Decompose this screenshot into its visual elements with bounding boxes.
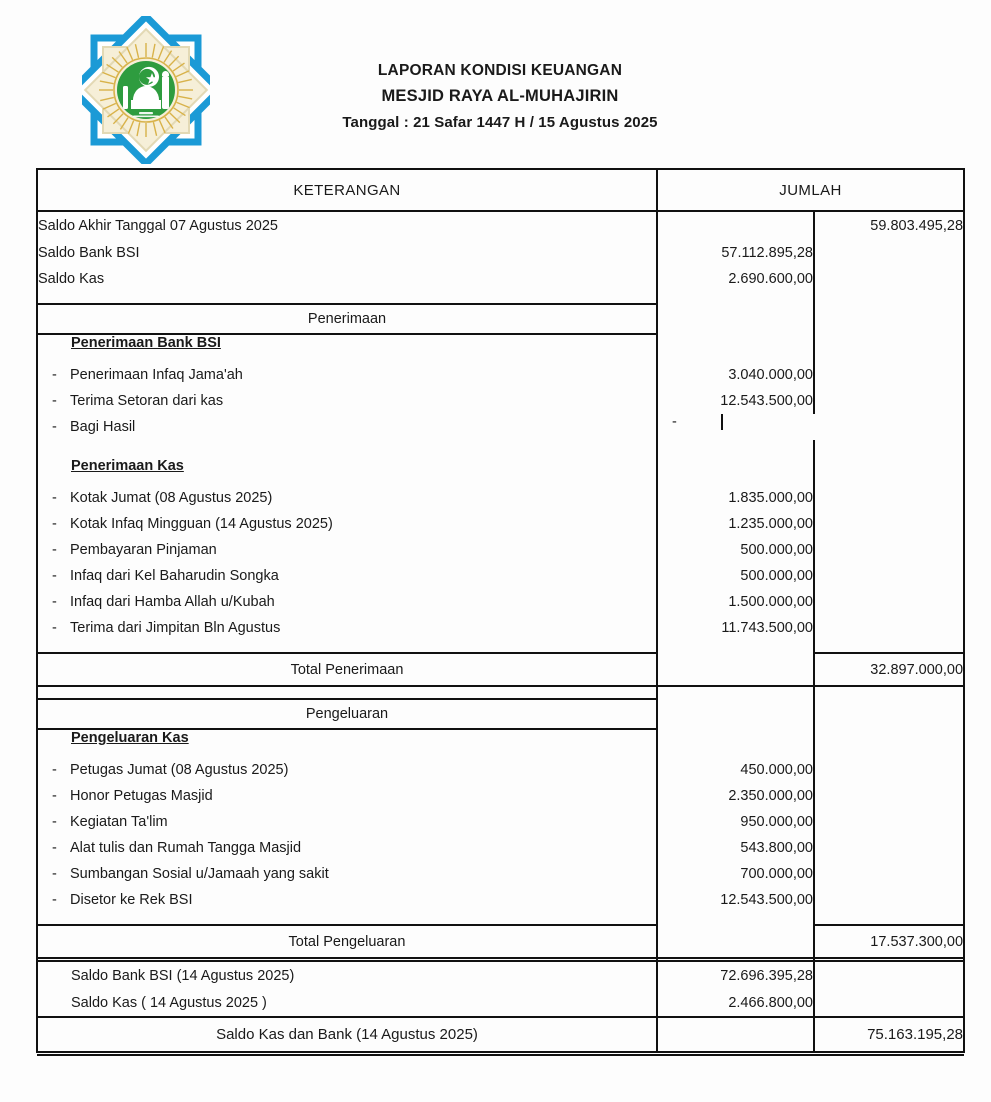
opening-bank-label: Saldo Bank BSI: [37, 240, 657, 266]
financial-report-table: [36, 168, 965, 1056]
total-pengeluaran-sub-blank: [657, 925, 814, 958]
penerimaan-kas-item-2-total-blank: [814, 537, 964, 563]
spacer-keterangan: [37, 292, 657, 304]
bullet-dash: -: [52, 367, 57, 383]
list-item: [37, 589, 964, 615]
pengeluaran-item-3-amount: 543.800,00: [657, 835, 814, 861]
pengeluaran-item-5-label: Disetor ke Rek BSI: [70, 892, 193, 908]
spacer2-keterangan: [37, 641, 657, 653]
spacer-total: [814, 292, 964, 304]
bottom-rule-keterangan: [37, 1052, 657, 1055]
penerimaan-bank-heading-sub-blank: [657, 334, 814, 362]
closing-bank-amount: 72.696.395,28: [657, 961, 814, 989]
pengeluaran-item-0-total-blank: [814, 757, 964, 783]
group-gap-sub: [657, 440, 814, 458]
pengeluaran-kas-heading-sub-blank: [657, 729, 814, 757]
penerimaan-kas-heading-total-blank: [814, 458, 964, 485]
grand-total-row: [37, 1017, 964, 1052]
pengeluaran-kas-heading-total-blank: [814, 729, 964, 757]
penerimaan-bank-item-0-total-blank: [814, 362, 964, 388]
bullet-dash: -: [52, 814, 57, 830]
group-gap-total: [814, 440, 964, 458]
spacer-sub: [657, 292, 814, 304]
grand-total-label: Saldo Kas dan Bank (14 Agustus 2025): [37, 1017, 657, 1052]
total-pengeluaran-amount: 17.537.300,00: [814, 925, 964, 958]
bottom-double-rule-row: [37, 1052, 964, 1055]
total-penerimaan-sub-blank: [657, 653, 814, 686]
pengeluaran-title-total-blank: [814, 699, 964, 729]
group-gap-keterangan: [37, 440, 657, 458]
penerimaan-title-total-blank: [814, 304, 964, 334]
penerimaan-bank-heading: Penerimaan Bank BSI: [71, 335, 221, 351]
group-gap-row: [37, 440, 964, 458]
penerimaan-kas-item-4-total-blank: [814, 589, 964, 615]
spacer4-total: [814, 913, 964, 925]
penerimaan-kas-heading-cell: [37, 458, 657, 485]
penerimaan-kas-item-1-label: Kotak Infaq Mingguan (14 Agustus 2025): [70, 516, 333, 532]
bullet-dash: -: [52, 419, 57, 435]
bullet-dash: -: [52, 788, 57, 804]
closing-bank-total-blank: [814, 961, 964, 989]
pengeluaran-item-2-cell: [37, 809, 657, 835]
list-item: [37, 861, 964, 887]
opening-bank-total-blank: [814, 240, 964, 266]
list-item: [37, 615, 964, 641]
bullet-dash: -: [52, 516, 57, 532]
total-pengeluaran-label: Total Pengeluaran: [37, 925, 657, 958]
spacer3-total: [814, 686, 964, 699]
total-penerimaan-row: [37, 653, 964, 686]
spacer-row: [37, 913, 964, 925]
pengeluaran-item-4-amount: 700.000,00: [657, 861, 814, 887]
opening-balance-row: [37, 211, 964, 240]
pengeluaran-item-2-amount: 950.000,00: [657, 809, 814, 835]
penerimaan-kas-item-2-cell: [37, 537, 657, 563]
pengeluaran-item-5-cell: [37, 887, 657, 913]
grand-total-amount: 75.163.195,28: [814, 1017, 964, 1052]
pengeluaran-item-3-cell: [37, 835, 657, 861]
pengeluaran-item-4-cell: [37, 861, 657, 887]
penerimaan-section-title-row: [37, 304, 964, 334]
penerimaan-bank-item-2-total-blank: [814, 414, 964, 440]
penerimaan-kas-item-4-amount: 1.500.000,00: [657, 589, 814, 615]
spacer-row: [37, 641, 964, 653]
penerimaan-bank-heading-total-blank: [814, 334, 964, 362]
report-header: [0, 0, 991, 168]
pengeluaran-kas-group-heading-row: [37, 729, 964, 757]
pengeluaran-section-title-row: [37, 699, 964, 729]
column-header-keterangan: KETERANGAN: [37, 169, 657, 211]
table-row: [37, 266, 964, 292]
table-row: [37, 240, 964, 266]
pengeluaran-item-0-label: Petugas Jumat (08 Agustus 2025): [70, 762, 289, 778]
column-header-jumlah: JUMLAH: [657, 169, 964, 211]
table-row: [37, 961, 964, 989]
penerimaan-kas-item-2-label: Pembayaran Pinjaman: [70, 542, 217, 558]
list-item: [37, 783, 964, 809]
penerimaan-kas-item-1-total-blank: [814, 511, 964, 537]
pengeluaran-item-4-total-blank: [814, 861, 964, 887]
spacer4-keterangan: [37, 913, 657, 925]
pengeluaran-section-title: Pengeluaran: [37, 699, 657, 729]
pengeluaran-item-2-label: Kegiatan Ta'lim: [70, 814, 168, 830]
spacer4-sub: [657, 913, 814, 925]
pengeluaran-item-1-cell: [37, 783, 657, 809]
report-title-block: [200, 58, 800, 136]
list-item: [37, 511, 964, 537]
list-item: [37, 757, 964, 783]
pengeluaran-kas-heading-cell: [37, 729, 657, 757]
spacer-row: [37, 292, 964, 304]
list-item: [37, 809, 964, 835]
penerimaan-kas-item-3-label: Infaq dari Kel Baharudin Songka: [70, 568, 279, 584]
penerimaan-kas-item-5-amount: 11.743.500,00: [657, 615, 814, 641]
penerimaan-bank-item-2-label: Bagi Hasil: [70, 419, 136, 435]
pengeluaran-item-1-label: Honor Petugas Masjid: [70, 788, 213, 804]
opening-cash-amount: 2.690.600,00: [657, 266, 814, 292]
penerimaan-kas-item-1-cell: [37, 511, 657, 537]
penerimaan-kas-heading: Penerimaan Kas: [71, 458, 184, 474]
bottom-rule-sub: [657, 1052, 814, 1055]
grand-total-sub-blank: [657, 1017, 814, 1052]
opening-cash-total-blank: [814, 266, 964, 292]
pengeluaran-item-2-total-blank: [814, 809, 964, 835]
list-item: [37, 388, 964, 414]
pengeluaran-item-1-total-blank: [814, 783, 964, 809]
penerimaan-kas-item-0-amount: 1.835.000,00: [657, 485, 814, 511]
penerimaan-bank-item-0-amount: 3.040.000,00: [657, 362, 814, 388]
bullet-dash: -: [52, 594, 57, 610]
report-title-primary: LAPORAN KONDISI KEUANGAN: [377, 62, 623, 79]
list-item: [37, 537, 964, 563]
pengeluaran-item-0-amount: 450.000,00: [657, 757, 814, 783]
penerimaan-kas-item-1-amount: 1.235.000,00: [657, 511, 814, 537]
spacer2-sub: [657, 641, 814, 653]
list-item: [37, 485, 964, 511]
bullet-dash: -: [52, 892, 57, 908]
penerimaan-bank-item-1-cell: [37, 388, 657, 414]
penerimaan-bank-item-0-label: Penerimaan Infaq Jama'ah: [70, 367, 243, 383]
penerimaan-kas-item-4-label: Infaq dari Hamba Allah u/Kubah: [70, 594, 275, 610]
spacer3-keterangan: [37, 686, 657, 699]
penerimaan-kas-item-0-label: Kotak Jumat (08 Agustus 2025): [70, 490, 273, 506]
penerimaan-bank-heading-cell: [37, 334, 657, 362]
pengeluaran-item-0-cell: [37, 757, 657, 783]
penerimaan-bank-item-1-label: Terima Setoran dari kas: [70, 393, 224, 409]
penerimaan-bank-item-1-amount: 12.543.500,00: [657, 388, 814, 414]
penerimaan-title-sub-blank: [657, 304, 814, 334]
opening-balance-sub-blank: [657, 211, 814, 240]
pengeluaran-item-5-amount: 12.543.500,00: [657, 887, 814, 913]
penerimaan-bank-item-1-total-blank: [814, 388, 964, 414]
pengeluaran-item-3-label: Alat tulis dan Rumah Tangga Masjid: [70, 840, 302, 856]
pengeluaran-item-3-total-blank: [814, 835, 964, 861]
mosque-star-emblem-icon: [82, 16, 210, 164]
list-item: [37, 414, 964, 440]
opening-cash-label: Saldo Kas: [37, 266, 657, 292]
closing-cash-label: Saldo Kas ( 14 Agustus 2025 ): [37, 989, 657, 1017]
pengeluaran-item-5-total-blank: [814, 887, 964, 913]
penerimaan-kas-item-5-cell: [37, 615, 657, 641]
list-item: [37, 835, 964, 861]
penerimaan-kas-item-3-cell: [37, 563, 657, 589]
penerimaan-kas-item-5-total-blank: [814, 615, 964, 641]
closing-cash-total-blank: [814, 989, 964, 1017]
spacer2-total: [814, 641, 964, 653]
bullet-dash: -: [52, 762, 57, 778]
penerimaan-kas-item-0-total-blank: [814, 485, 964, 511]
opening-balance-label: Saldo Akhir Tanggal 07 Agustus 2025: [37, 211, 657, 240]
list-item: [37, 887, 964, 913]
penerimaan-kas-item-0-cell: [37, 485, 657, 511]
table-header-row: [37, 169, 964, 211]
opening-bank-amount: 57.112.895,28: [657, 240, 814, 266]
report-date-line: Tanggal : 21 Safar 1447 H / 15 Agustus 2025: [342, 114, 658, 131]
penerimaan-kas-item-3-total-blank: [814, 563, 964, 589]
pengeluaran-item-4-label: Sumbangan Sosial u/Jamaah yang sakit: [70, 866, 329, 882]
penerimaan-kas-heading-sub-blank: [657, 458, 814, 485]
report-title-organization: MESJID RAYA AL-MUHAJIRIN: [381, 87, 619, 105]
penerimaan-bank-item-2-amount: -: [658, 414, 723, 430]
closing-bank-label: Saldo Bank BSI (14 Agustus 2025): [37, 961, 657, 989]
bottom-rule-total: [814, 1052, 964, 1055]
penerimaan-bank-item-0-cell: [37, 362, 657, 388]
spacer3-sub: [657, 686, 814, 699]
penerimaan-kas-item-4-cell: [37, 589, 657, 615]
penerimaan-kas-item-2-amount: 500.000,00: [657, 537, 814, 563]
pengeluaran-title-sub-blank: [657, 699, 814, 729]
financial-report-table-wrap: [36, 168, 963, 1056]
bullet-dash: -: [52, 393, 57, 409]
penerimaan-bank-item-2-cell: [37, 414, 657, 440]
table-row: [37, 989, 964, 1017]
closing-cash-amount: 2.466.800,00: [657, 989, 814, 1017]
bullet-dash: -: [52, 568, 57, 584]
spacer-row: [37, 686, 964, 699]
list-item: [37, 563, 964, 589]
bullet-dash: -: [52, 620, 57, 636]
opening-balance-total: 59.803.495,28: [814, 211, 964, 240]
bullet-dash: -: [52, 490, 57, 506]
penerimaan-kas-item-3-amount: 500.000,00: [657, 563, 814, 589]
penerimaan-section-title: Penerimaan: [37, 304, 657, 334]
total-pengeluaran-row: [37, 925, 964, 958]
total-penerimaan-label: Total Penerimaan: [37, 653, 657, 686]
bullet-dash: -: [52, 840, 57, 856]
penerimaan-bank-group-heading-row: [37, 334, 964, 362]
bullet-dash: -: [52, 542, 57, 558]
penerimaan-kas-item-5-label: Terima dari Jimpitan Bln Agustus: [70, 620, 281, 636]
penerimaan-kas-group-heading-row: [37, 458, 964, 485]
pengeluaran-kas-heading: Pengeluaran Kas: [71, 730, 189, 746]
pengeluaran-item-1-amount: 2.350.000,00: [657, 783, 814, 809]
total-penerimaan-amount: 32.897.000,00: [814, 653, 964, 686]
bullet-dash: -: [52, 866, 57, 882]
list-item: [37, 362, 964, 388]
